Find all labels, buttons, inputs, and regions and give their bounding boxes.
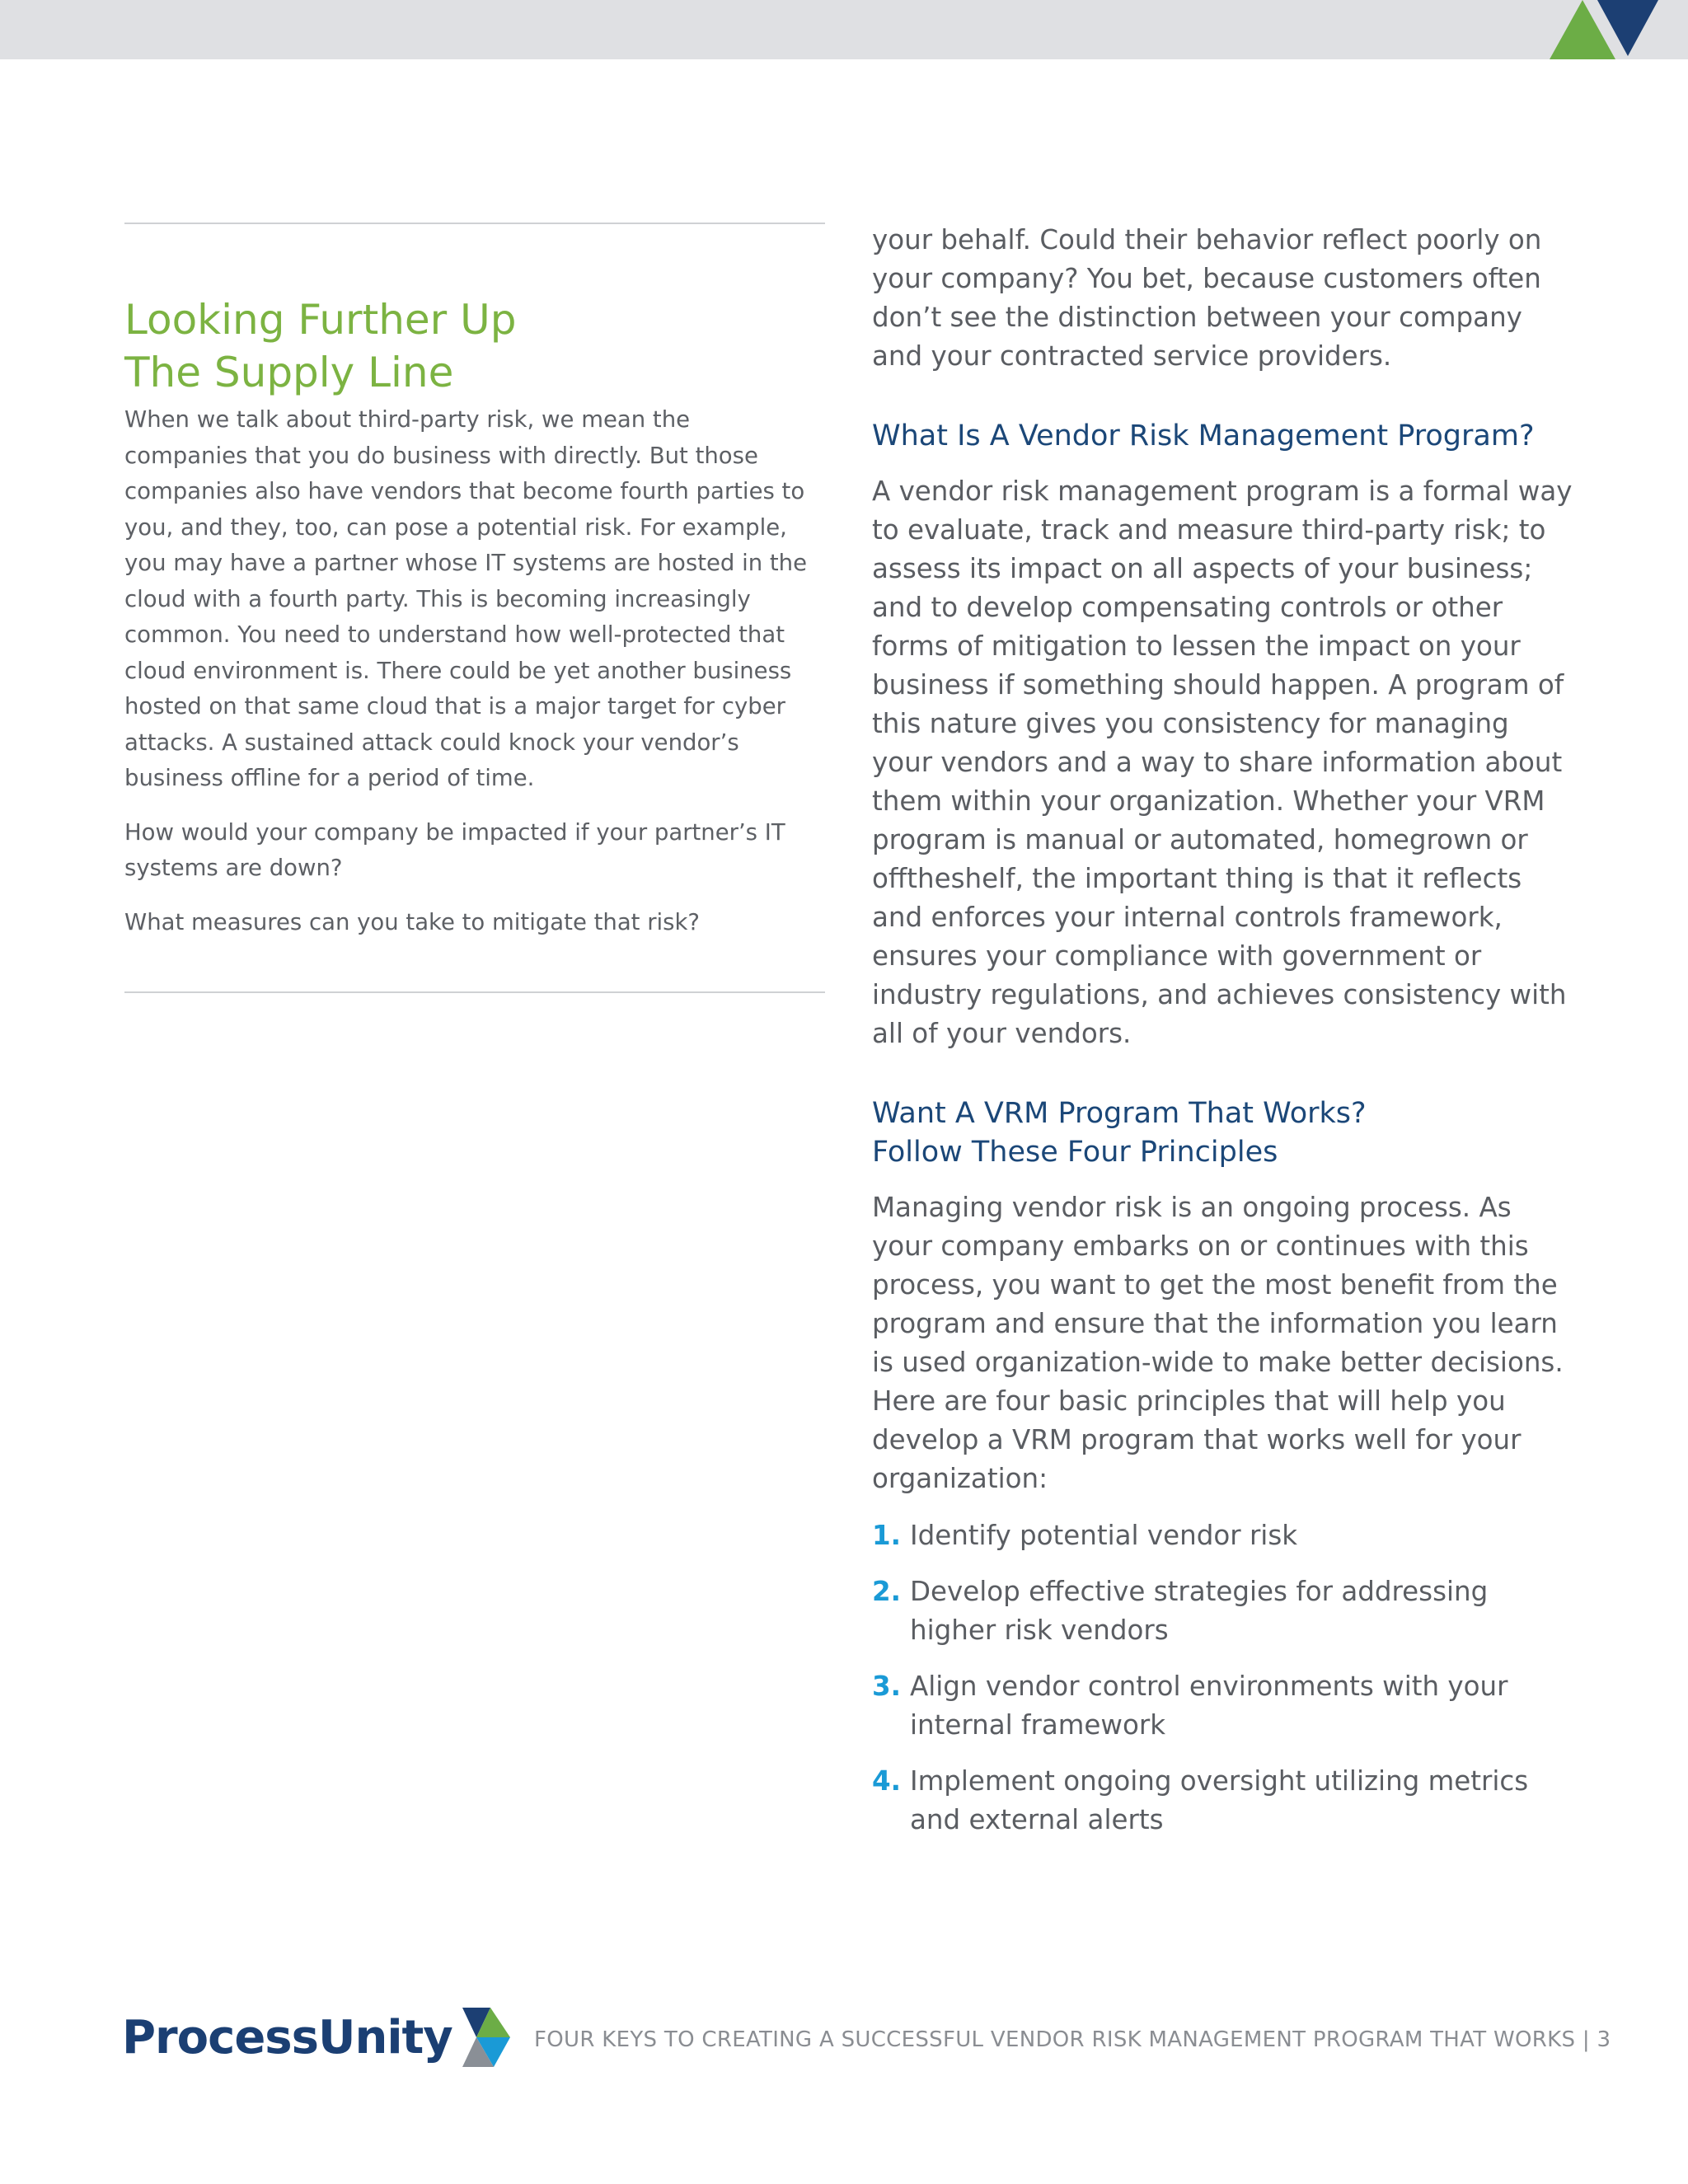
list-number: 3. bbox=[872, 1671, 901, 1702]
sidebar-top-rule bbox=[124, 223, 825, 224]
corner-triangles-logo-mark bbox=[1546, 0, 1662, 59]
sidebar-title-line-2: The Supply Line bbox=[124, 348, 454, 396]
sidebar-paragraph: How would your company be impacted if your partner’s IT systems are down? bbox=[124, 818, 785, 881]
processunity-logo bbox=[122, 2004, 512, 2070]
list-text: Identify potential vendor risk bbox=[910, 1520, 1298, 1551]
list-number: 1. bbox=[872, 1520, 901, 1551]
sidebar-body bbox=[124, 402, 809, 958]
list-text: Implement ongoing oversight utilizing metrics and external alerts bbox=[910, 1765, 1529, 1835]
footer-running-title bbox=[534, 2026, 1611, 2054]
list-number: 4. bbox=[872, 1765, 901, 1797]
section-body-vrm-program: A vendor risk management program is a formal way to evaluate, track and measure third-party risk; to assess its impact on all aspects of your business; and to develop compensating controls or other forms of mitigation to lessen the impact on your business if something should happen. A program of this nature gives you consistency for managing your vendors and a way to share information about them within your organization. Whether your VRM program is manual or automated, homegrown or offtheshelf, the important thing is that it reflects and enforces your internal controls framework, ensures your compliance with government or industry regulations, and achieves consistency with all of your vendors. bbox=[872, 476, 1573, 1049]
section-heading-vrm-program: What Is A Vendor Risk Management Program? bbox=[872, 419, 1535, 452]
intro-paragraph: your behalf. Could their behavior reflect poorly on your company? You bet, because customers often don’t see the distinction between your company and your contracted service providers. bbox=[872, 224, 1542, 372]
list-text: Align vendor control environments with your internal framework bbox=[910, 1671, 1508, 1741]
principles-list bbox=[872, 1516, 1573, 1840]
sidebar-paragraph: What measures can you take to mitigate that risk? bbox=[124, 908, 700, 935]
section-heading-four-principles bbox=[872, 1094, 1573, 1172]
sidebar-bottom-rule bbox=[124, 991, 825, 993]
list-item bbox=[872, 1516, 1573, 1555]
list-item bbox=[872, 1572, 1573, 1650]
page-number: 3 bbox=[1597, 2027, 1611, 2052]
list-item bbox=[872, 1667, 1573, 1745]
main-column bbox=[872, 221, 1573, 1857]
sidebar-paragraph: When we talk about third-party risk, we mean the companies that you do business with directly. But those companies also have vendors that become fourth parties to you, and they, too, can pose a potential risk. For example, you may have a partner whose IT systems are hosted in the cloud with a fourth party. This is becoming increasingly common. You need to understand how well-protected that cloud environment is. There could be yet another business hosted on that same cloud that is a major target for cyber attacks. A sustained attack could knock your vendor’s business offline for a period of time. bbox=[124, 406, 808, 791]
logo-triangles-icon bbox=[459, 2004, 512, 2070]
list-number: 2. bbox=[872, 1576, 901, 1607]
section-body-four-principles: Managing vendor risk is an ongoing process. As your company embarks on or continues with this process, you want to get the most benefit from the program and ensure that the information you learn is used organization-wide to make better decisions. Here are four basic principles that will help you develop a VRM program that works well for your organization: bbox=[872, 1192, 1564, 1494]
sidebar-title-line-1: Looking Further Up bbox=[124, 295, 517, 344]
list-item bbox=[872, 1762, 1573, 1840]
footer-doc-title: FOUR KEYS TO CREATING A SUCCESSFUL VENDOR RISK MANAGEMENT PROGRAM THAT WORKS | bbox=[534, 2027, 1590, 2052]
header-band bbox=[0, 0, 1688, 59]
list-text: Develop effective strategies for addressing higher risk vendors bbox=[910, 1576, 1489, 1646]
heading-line-2: Follow These Four Principles bbox=[872, 1136, 1278, 1169]
logo-wordmark: ProcessUnity bbox=[122, 2010, 452, 2064]
heading-line-1: Want A VRM Program That Works? bbox=[872, 1097, 1367, 1130]
sidebar-title bbox=[124, 293, 800, 399]
